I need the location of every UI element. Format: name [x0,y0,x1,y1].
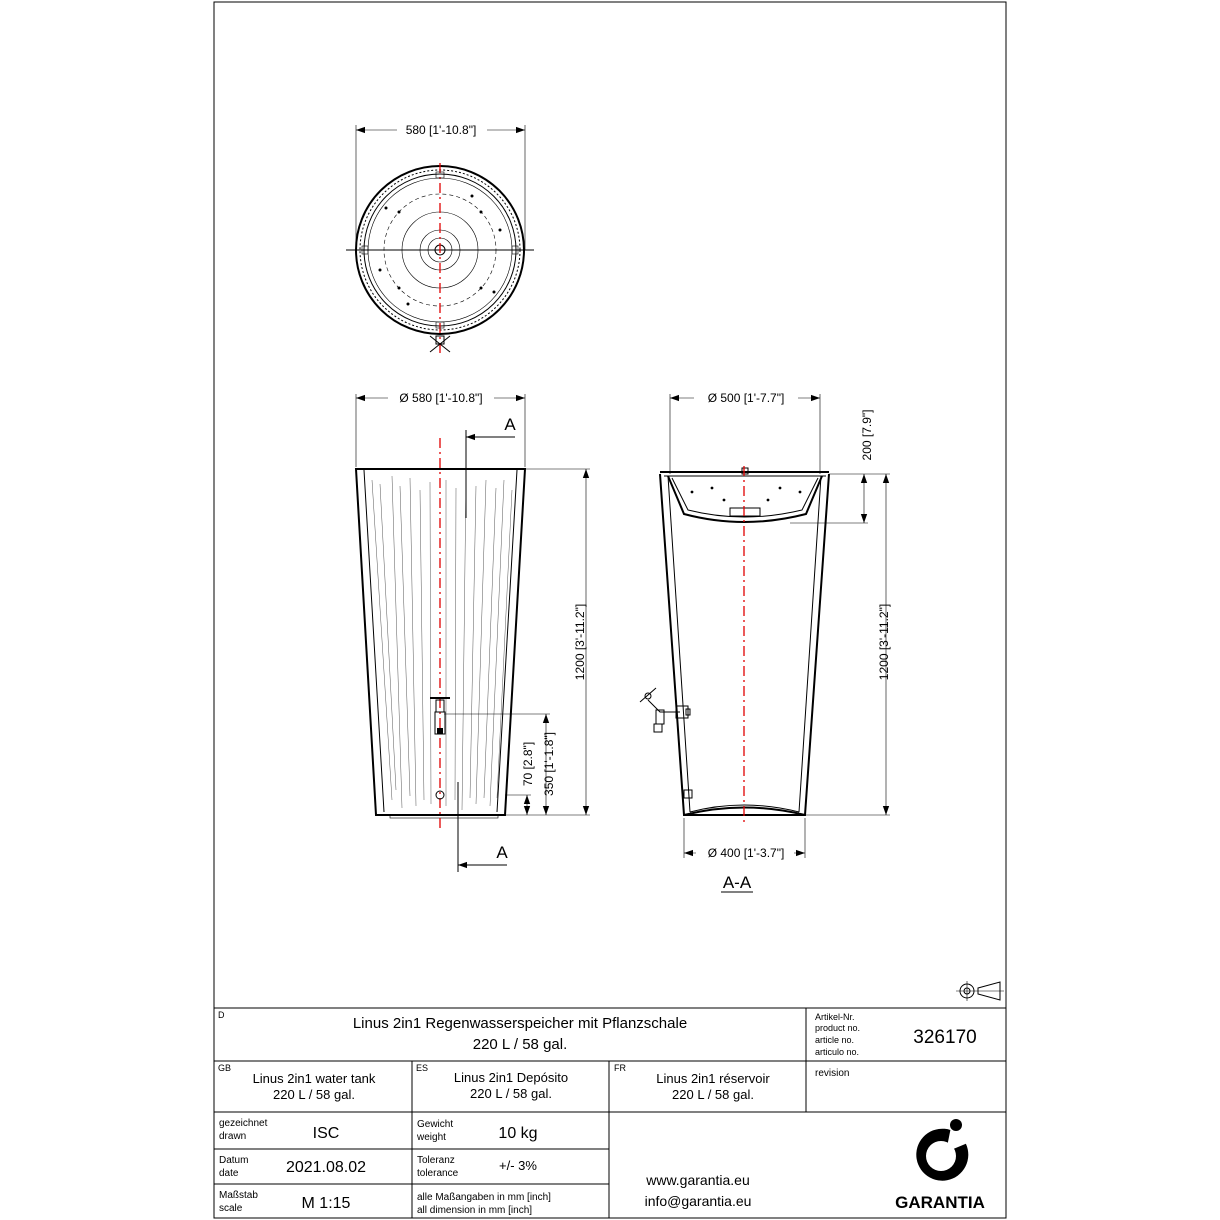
lang-code-gb: GB [218,1063,232,1073]
drawn-label-1: gezeichnet [219,1118,268,1129]
website-link[interactable]: www.garantia.eu [646,1172,750,1188]
tolerance-value: +/- 3% [499,1158,537,1173]
tolerance-label-1: Toleranz [417,1155,455,1166]
weight-value: 10 kg [498,1125,538,1142]
drawn-label-2: drawn [219,1131,247,1142]
weight-label-1: Gewicht [417,1119,454,1130]
lang-code-fr: FR [614,1063,626,1073]
article-label-3: article no. [815,1035,855,1045]
date-label-1: Datum [219,1155,249,1166]
revision-label: revision [815,1068,850,1079]
lang-code-de: D [218,1010,225,1020]
title-de-line1: Linus 2in1 Regenwasserspeicher mit Pflanzschale [352,1015,688,1032]
section-title: A-A [722,873,752,892]
outlet-height-dimension: 70 [2.8"] [521,741,535,787]
scale-label-2: scale [219,1203,243,1214]
article-number: 326170 [913,1027,977,1048]
bowl-depth-dimension: 200 [7.9"] [860,409,874,461]
article-label-2: product no. [815,1023,861,1033]
article-label-4: articulo no. [815,1047,860,1057]
date-label-2: date [219,1168,239,1179]
section-height-dimension: 1200 [3'-11.2"] [877,603,891,681]
title-gb-line1: Linus 2in1 water tank [252,1071,376,1086]
top-width-dimension: 580 [1'-10.8"] [405,123,477,137]
title-de-line2: 220 L / 58 gal. [472,1036,568,1053]
section-cut-marker-top [466,415,516,518]
date-value: 2021.08.02 [285,1159,367,1176]
email-link[interactable]: info@garantia.eu [644,1193,752,1209]
bark-texture [372,476,512,810]
cut-label-top: A [504,415,516,434]
units-note-1: alle Maßangaben in mm [inch] [417,1192,551,1203]
title-gb-line2: 220 L / 58 gal. [273,1087,355,1102]
title-es-line2: 220 L / 58 gal. [470,1086,552,1101]
scale-label-1: Maßstab [219,1190,258,1201]
title-es-line1: Linus 2in1 Depósito [453,1070,569,1085]
top-view [346,122,534,356]
garantia-logo [895,1119,985,1212]
front-view [356,390,590,872]
drawn-value: ISC [312,1125,340,1142]
section-cut-marker-bottom [458,782,508,872]
section-bottom-diameter-dimension: Ø 400 [1'-3.7"] [707,846,785,860]
tap-height-dimension: 350 [1'-1.8"] [542,732,556,796]
article-label-1: Artikel-Nr. [815,1012,855,1022]
section-body-outline [660,474,829,815]
tolerance-label-2: tolerance [417,1168,459,1179]
lang-code-es: ES [416,1063,429,1073]
logo-text: GARANTIA [895,1193,985,1212]
projection-symbol-icon [956,981,1004,1001]
front-diameter-dimension: Ø 580 [1'-10.8"] [399,391,483,405]
weight-label-2: weight [417,1132,446,1143]
scale-value: M 1:15 [301,1195,351,1212]
title-block [214,1008,1006,1218]
cut-label-bottom: A [496,843,508,862]
section-top-diameter-dimension: Ø 500 [1'-7.7"] [707,391,785,405]
title-fr-line1: Linus 2in1 réservoir [656,1071,770,1086]
units-note-2: all dimension in mm [inch] [417,1205,533,1216]
title-fr-line2: 220 L / 58 gal. [672,1087,754,1102]
front-height-dimension: 1200 [3'-11.2"] [573,603,587,681]
section-view [640,390,891,892]
